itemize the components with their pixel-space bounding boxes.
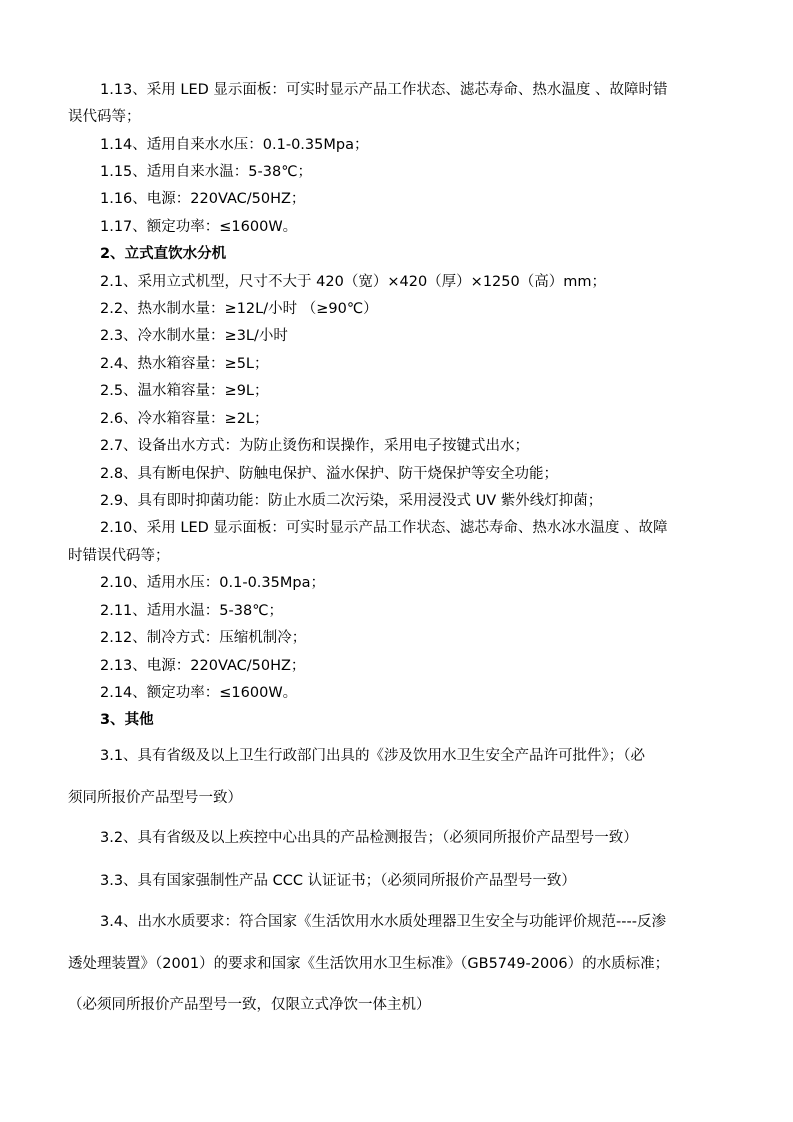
spec-line-3-3: 3.3、具有国家强制性产品 CCC 认证证书；（必须同所报价产品型号一致） [100,873,576,889]
spec-line-2-9: 2.9、具有即时抑菌功能：防止水质二次污染，采用浸没式 UV 紫外线灯抑菌； [100,493,603,509]
spec-line-2-10a: 2.10、采用 LED 显示面板：可实时显示产品工作状态、滤芯寿命、热水冰水温度 、故障 [100,520,668,536]
spec-line-3-4-cont: 透处理装置》（2001）的要求和国家《生活饮用水卫生标准》（GB5749-2006）的水质标准； [68,956,670,972]
spec-line-3-2: 3.2、具有省级及以上疾控中心出具的产品检测报告；（必须同所报价产品型号一致） [100,830,638,846]
spec-line-3-1: 3.1、具有省级及以上卫生行政部门出具的《涉及饮用水卫生安全产品许可批件》；（必 [100,748,646,764]
spec-line-1-15: 1.15、适用自来水温：5-38℃； [100,164,312,180]
spec-line-2-10a-cont: 时错误代码等； [68,548,170,564]
spec-line-1-17: 1.17、额定功率：≤1600W。 [100,219,298,235]
spec-line-2-3: 2.3、冷水制水量：≥3L/小时 [100,328,288,344]
spec-line-2-6: 2.6、冷水箱容量：≥2L； [100,411,269,427]
section-heading-2: 2、立式直饮水分机 [100,246,227,262]
spec-line-2-12: 2.12、制冷方式：压缩机制冷； [100,630,307,646]
spec-line-2-4: 2.4、热水箱容量：≥5L； [100,356,269,372]
spec-line-1-13: 1.13、采用 LED 显示面板：可实时显示产品工作状态、滤芯寿命、热水温度 、故障时错 [100,82,668,98]
spec-line-3-1-cont: 须同所报价产品型号一致） [68,790,242,806]
section-heading-3: 3、其他 [100,712,154,728]
spec-line-2-5: 2.5、温水箱容量：≥9L； [100,383,269,399]
spec-line-1-16: 1.16、电源：220VAC/50HZ； [100,191,306,207]
spec-line-2-11: 2.11、适用水温：5-38℃； [100,603,283,619]
spec-line-2-14: 2.14、额定功率：≤1600W。 [100,685,298,701]
spec-line-3-4-cont-2: （必须同所报价产品型号一致，仅限立式净饮一体主机） [68,997,431,1013]
spec-line-2-2: 2.2、热水制水量：≥12L/小时 （≥90℃） [100,301,378,317]
spec-line-2-13: 2.13、电源：220VAC/50HZ； [100,658,306,674]
spec-line-2-1: 2.1、采用立式机型，尺寸不大于 420（宽）×420（厚）×1250（高）mm； [100,274,606,290]
spec-line-2-8: 2.8、具有断电保护、防触电保护、溢水保护、防干烧保护等安全功能； [100,466,559,482]
spec-line-2-7: 2.7、设备出水方式：为防止烫伤和误操作，采用电子按键式出水； [100,438,530,454]
spec-line-1-13-cont: 误代码等； [68,109,141,125]
spec-line-3-4: 3.4、出水水质要求：符合国家《生活饮用水水质处理器卫生安全与功能评价规范----反渗 [100,914,666,930]
spec-line-1-14: 1.14、适用自来水水压：0.1-0.35Mpa； [100,137,369,153]
spec-line-2-10b: 2.10、适用水压：0.1-0.35Mpa； [100,575,325,591]
